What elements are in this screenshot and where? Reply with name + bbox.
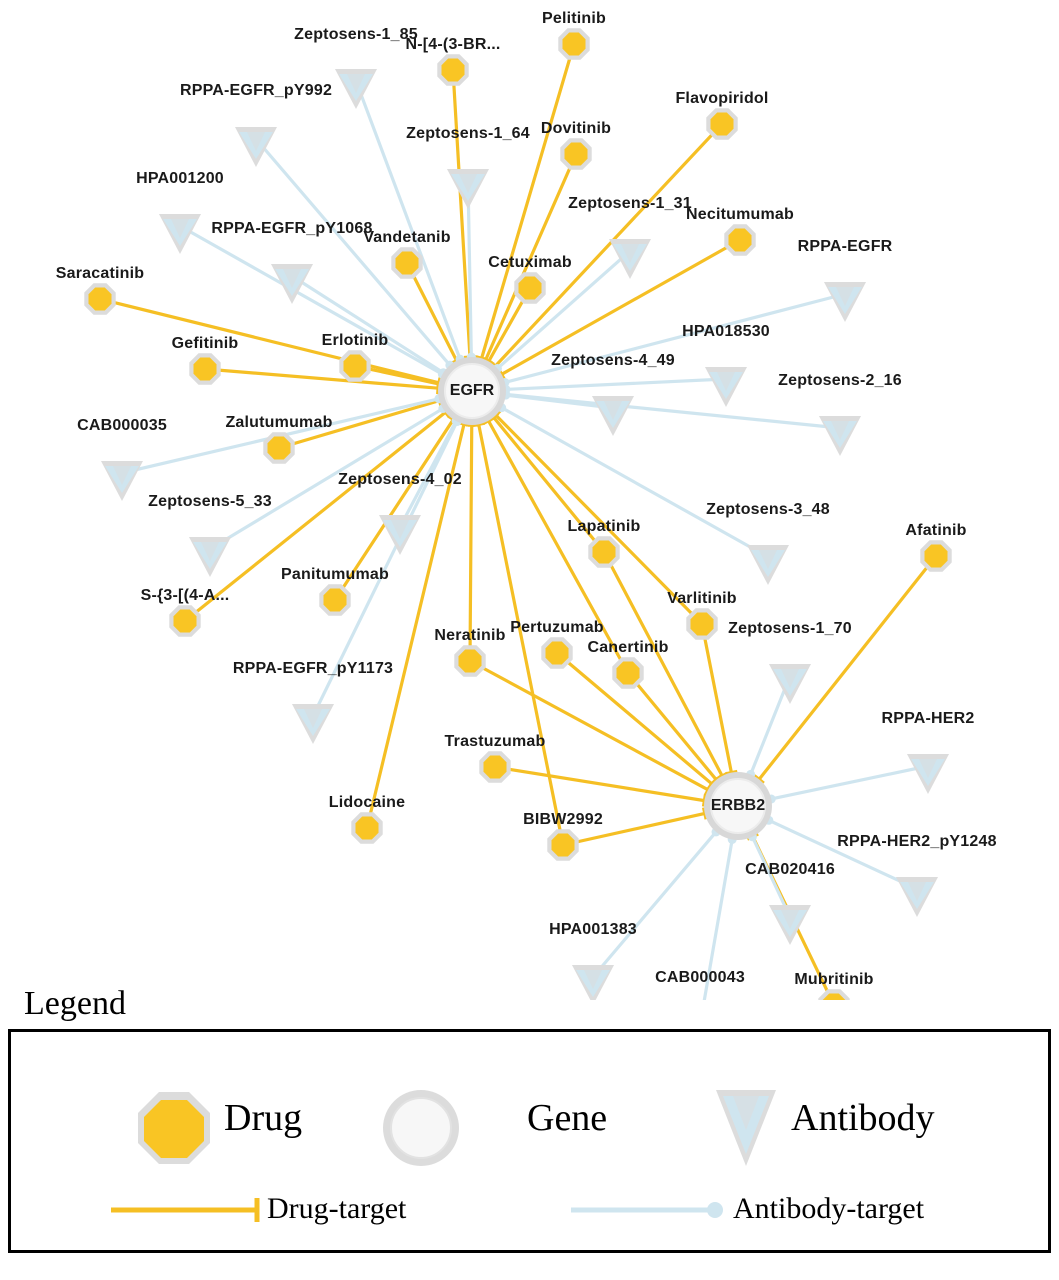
drug-label: Canertinib	[587, 639, 669, 656]
drug-label: Neratinib	[434, 627, 506, 644]
drug-node[interactable]	[565, 143, 588, 166]
gene-label: EGFR	[449, 382, 495, 399]
drug-label: Mubritinib	[794, 971, 874, 988]
legend-box	[8, 1029, 1051, 1253]
drug-label: Varlitinib	[667, 590, 737, 607]
drug-label: S-{3-[(4-A...	[140, 587, 230, 604]
graph-edge	[506, 379, 726, 389]
legend-label-drug: Drug	[224, 1097, 303, 1139]
drug-label: Trastuzumab	[444, 733, 546, 750]
antibody-label: RPPA-EGFR_pY1068	[211, 220, 373, 237]
drug-node[interactable]	[563, 33, 586, 56]
drug-label: Saracatinib	[55, 265, 145, 282]
legend-label-drug-target: Drug-target	[267, 1192, 407, 1225]
graph-edge	[702, 624, 731, 773]
drug-label: Gefitinib	[171, 335, 239, 352]
graph-edge	[628, 673, 716, 780]
graph-edge	[771, 766, 928, 799]
legend-antibody-icon	[716, 1090, 776, 1166]
drug-label: Zalutumumab	[225, 414, 333, 431]
legend-title: Legend	[24, 985, 126, 1022]
antibody-label: RPPA-HER2	[881, 710, 975, 727]
antibody-label: RPPA-EGFR	[797, 238, 893, 255]
gene-label: ERBB2	[710, 797, 766, 814]
drug-node[interactable]	[546, 642, 569, 665]
drug-node[interactable]	[484, 756, 507, 779]
drug-label: Panitumumab	[281, 566, 389, 583]
antibody-label: Zeptosens-2_16	[778, 372, 902, 389]
antibody-label: CAB000035	[77, 417, 167, 434]
drug-label: BIBW2992	[523, 811, 603, 828]
drug-node[interactable]	[344, 355, 367, 378]
legend-label-gene: Gene	[527, 1097, 608, 1139]
antibody-label: HPA018530	[682, 323, 770, 340]
antibody-label: Zeptosens-1_85	[294, 26, 418, 43]
legend-label-antibody-target: Antibody-target	[733, 1192, 925, 1225]
drug-node[interactable]	[552, 834, 575, 857]
antibody-label: Zeptosens-4_02	[338, 471, 462, 488]
antibody-label: RPPA-EGFR_pY1173	[232, 660, 394, 677]
antibody-label: RPPA-EGFR_pY992	[179, 82, 333, 99]
drug-node[interactable]	[729, 229, 752, 252]
drug-node[interactable]	[356, 817, 379, 840]
drug-node[interactable]	[691, 613, 714, 636]
drug-node[interactable]	[593, 541, 616, 564]
antibody-label: Zeptosens-4_49	[551, 352, 675, 369]
drug-node[interactable]	[324, 589, 347, 612]
drug-node[interactable]	[925, 545, 948, 568]
drug-label: Dovitinib	[540, 120, 612, 137]
drug-label: Lidocaine	[328, 794, 406, 811]
antibody-label: Zeptosens-1_70	[728, 620, 852, 637]
drug-node[interactable]	[174, 610, 197, 633]
drug-label: Cetuximab	[488, 254, 572, 271]
antibody-label: Zeptosens-3_48	[706, 501, 830, 518]
graph-edge	[593, 832, 716, 977]
drug-label: Pelitinib	[541, 10, 607, 27]
legend-drug-icon	[138, 1092, 210, 1164]
drug-label: Pertuzumab	[510, 619, 604, 636]
drug-label: Lapatinib	[567, 518, 641, 535]
drug-node[interactable]	[194, 358, 217, 381]
edge-layer	[100, 44, 936, 1000]
antibody-label: Zeptosens-5_33	[148, 493, 272, 510]
drug-node[interactable]	[268, 437, 291, 460]
antibody-label: Zeptosens-1_31	[568, 195, 692, 212]
legend-label-antibody: Antibody	[791, 1097, 935, 1139]
antibody-label: CAB020416	[745, 861, 835, 878]
legend	[0, 985, 1059, 1253]
graph-edge	[205, 369, 438, 388]
legend-drug-edge	[111, 1198, 257, 1222]
drug-node[interactable]	[396, 252, 419, 275]
drug-label: Necitumumab	[686, 206, 794, 223]
antibody-label: HPA001383	[549, 921, 637, 938]
drug-node[interactable]	[617, 662, 640, 685]
drug-label: Erlotinib	[321, 332, 389, 349]
drug-node[interactable]	[711, 113, 734, 136]
drug-node[interactable]	[442, 59, 465, 82]
drug-node[interactable]	[519, 277, 542, 300]
antibody-label: CAB000043	[655, 969, 745, 986]
antibody-label: Zeptosens-1_64	[406, 125, 530, 142]
drug-label: Flavopiridol	[675, 90, 769, 107]
graph-edge	[506, 394, 840, 428]
antibody-label: HPA001200	[136, 170, 224, 187]
drug-label: N-[4-(3-BR...	[405, 36, 501, 53]
drug-label: Afatinib	[905, 522, 967, 539]
legend-antibody-edge	[571, 1202, 723, 1218]
drug-node[interactable]	[89, 288, 112, 311]
antibody-label: RPPA-HER2_pY1248	[837, 833, 997, 850]
drug-node[interactable]	[459, 650, 482, 673]
graph-edge	[470, 425, 472, 661]
legend-gene-icon	[383, 1090, 459, 1166]
drug-label: Vandetanib	[363, 229, 451, 246]
